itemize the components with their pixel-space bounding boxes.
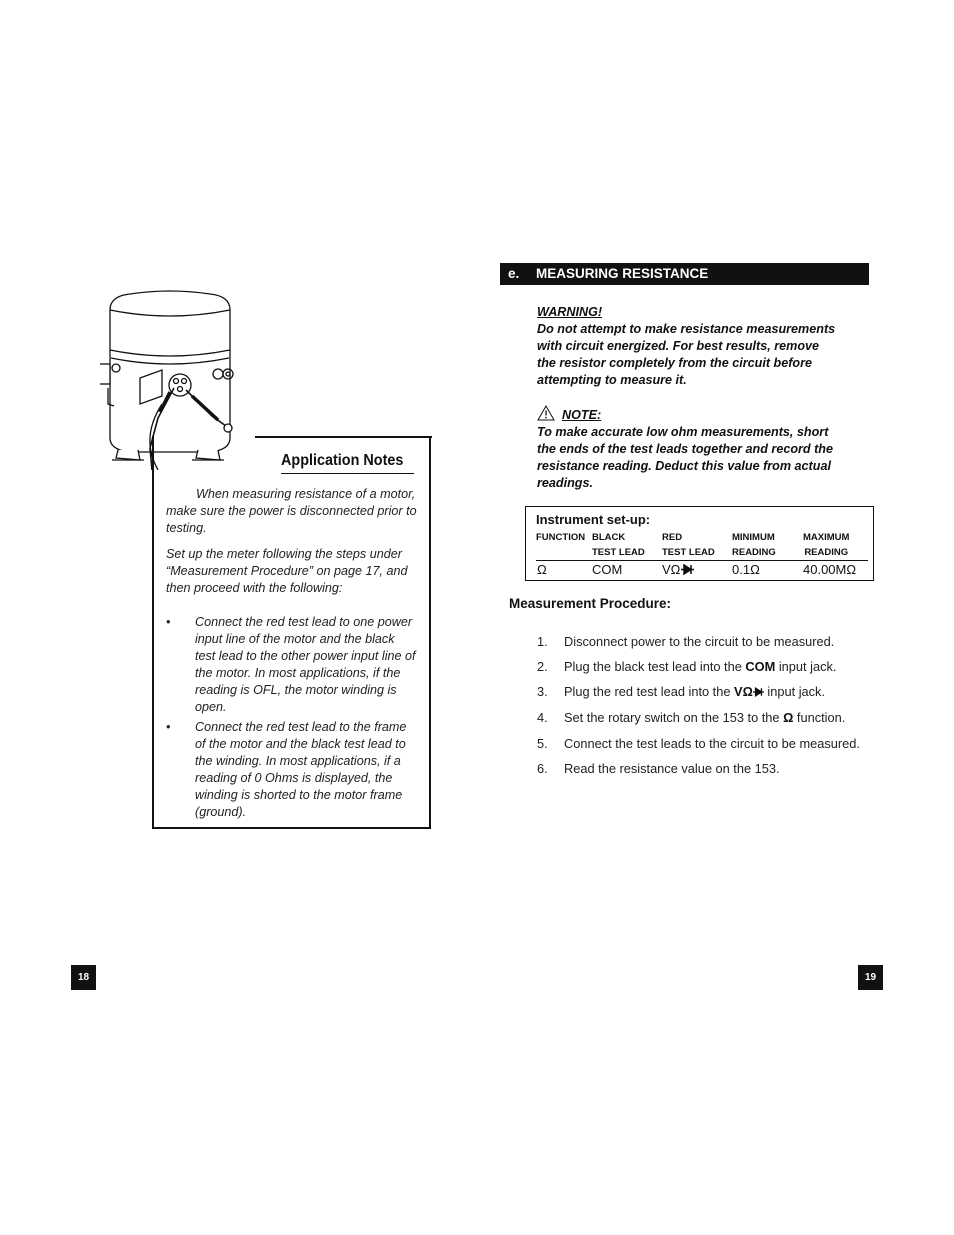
application-notes-title-underline (281, 473, 414, 474)
note-text: To make accurate low ohm measurements, short the ends of the test leads together and record the resistance reading. Deduct this value from actual readings. (537, 425, 834, 490)
warning-text: Do not attempt to make resistance measurements with circuit energized. For best results, remove the resistor completely from the circuit before attempting to measure it. (537, 322, 836, 387)
diode-icon (753, 687, 764, 697)
application-notes-title: Application Notes (281, 452, 404, 469)
note-label: NOTE: (562, 408, 602, 422)
setup-cell-black: COM (592, 562, 623, 577)
section-title: MEASURING RESISTANCE (536, 266, 709, 281)
bullet-text: Connect the red test lead to the frame of the motor and the black test lead to the winding. In most applications, if a reading of 0 Ohms is displayed, the winding is shorted to the motor frame (ground). (195, 720, 407, 819)
procedure-title: Measurement Procedure: (509, 596, 672, 611)
setup-cell-function: Ω (537, 562, 547, 577)
setup-cell-minimum: 0.1Ω (732, 562, 760, 577)
application-notes-paragraph-1: When measuring resistance of a motor, make sure the power is disconnected prior to testing. (166, 487, 417, 535)
setup-column-header-black: BLACK TEST LEAD (592, 532, 645, 558)
warning-label: WARNING! (537, 305, 603, 319)
setup-column-header-maximum: MAXIMUM READING (803, 532, 850, 558)
setup-column-header-function: FUNCTION (536, 532, 586, 543)
setup-cell-maximum: 40.00MΩ (803, 562, 857, 577)
application-notes-top-border (255, 436, 432, 438)
setup-cell-red: VΩ (662, 562, 694, 577)
bullet-symbol: • (166, 615, 171, 629)
instrument-setup-title: Instrument set-up: (536, 512, 651, 527)
bullet-symbol: • (166, 720, 171, 734)
application-notes-paragraph-2: Set up the meter following the steps under “Measurement Procedure” on page 17, and then proceed with the following: (166, 547, 408, 595)
setup-column-header-minimum: MINIMUM READING (732, 532, 776, 558)
page-number-right: 19 (858, 965, 883, 990)
section-header (500, 263, 869, 285)
page-number-left: 18 (71, 965, 96, 990)
setup-header-rule (536, 560, 868, 561)
section-letter: e. (508, 266, 520, 281)
bullet-text: Connect the red test lead to one power input line of the motor and the black test lead to the other power input line of the motor. In most applications, if the reading is OFL, the motor winding is open. (195, 615, 416, 714)
diode-icon (681, 564, 694, 575)
warning-triangle-icon (537, 405, 555, 421)
setup-column-header-red: RED TEST LEAD (662, 532, 715, 558)
